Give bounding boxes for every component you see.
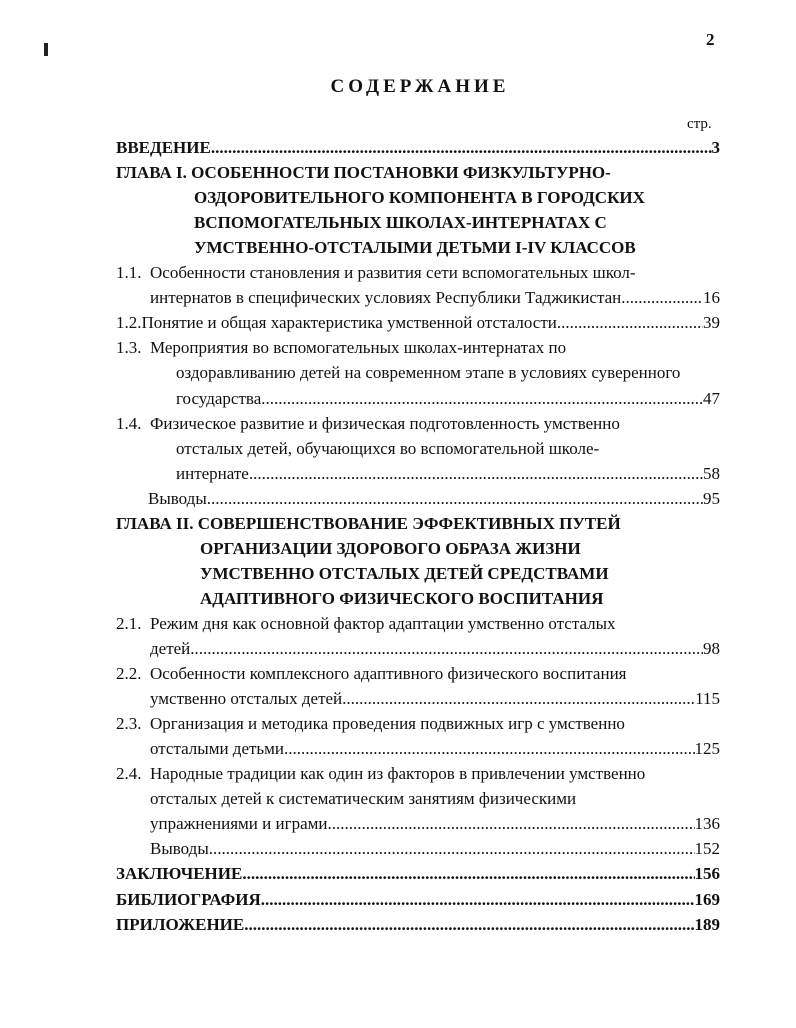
dot-leader (261, 888, 695, 912)
toc-entry-page: 16 (703, 288, 720, 308)
toc-entry-page: 95 (703, 488, 720, 508)
dot-leader (284, 737, 694, 761)
toc-entry-text: оздоравливанию детей на современном этапе в условиях суверенного (176, 363, 681, 383)
toc-entry-page: 98 (703, 639, 720, 658)
toc-entry-text: ГЛАВА I. ОСОБЕННОСТИ ПОСТАНОВКИ ФИЗКУЛЬТУРНО- (116, 163, 611, 183)
toc-entry-line (116, 412, 720, 436)
toc-entry-text: УМСТВЕННО ОТСТАЛЫХ ДЕТЕЙ СРЕДСТВАМИ (200, 563, 609, 583)
toc-entry-line (150, 687, 720, 711)
toc-entry-line (194, 186, 720, 210)
toc-entry-text: интернате (176, 463, 249, 483)
toc-entry-line (116, 712, 720, 736)
toc-entry-line (116, 612, 720, 636)
toc-entry-number: 2.2. (116, 664, 142, 684)
toc-entry-text: Организация и методика проведения подвижных игр с умственно (150, 714, 625, 734)
toc-entry-text: Особенности комплексного адаптивного физического воспитания (150, 664, 627, 684)
toc-entry-number: 2.4. (116, 764, 142, 784)
toc-entry-text: упражнениями и играми (150, 814, 328, 834)
toc-entry-page: 152 (694, 839, 720, 859)
toc-entry-text: ГЛАВА II. СОВЕРШЕНСТВОВАНИЕ ЭФФЕКТИВНЫХ ПУТЕЙ (116, 513, 621, 533)
toc-entry-line (116, 862, 720, 886)
toc-entry-page: 58 (703, 463, 720, 483)
scan-mark (44, 43, 48, 56)
toc-entry-text: государства (176, 388, 262, 408)
toc-entry-line (150, 787, 720, 811)
toc-entry-text: ВСПОМОГАТЕЛЬНЫХ ШКОЛАХ-ИНТЕРНАТАХ С (194, 213, 607, 233)
toc-entry-line (148, 487, 720, 511)
toc-entry-line (200, 562, 720, 586)
toc-entry-page: 156 (694, 864, 720, 884)
toc-entry-line (116, 261, 720, 285)
dot-leader (327, 812, 694, 836)
toc-entry-number: 1.3. (116, 338, 142, 358)
toc-entry-line (150, 837, 720, 861)
toc-entry-number: 1.4. (116, 413, 142, 433)
dot-leader (211, 136, 712, 160)
toc-entry-text: ВВЕДЕНИЕ (116, 138, 211, 157)
toc-entry-line (176, 387, 720, 411)
toc-entry-line (116, 136, 720, 160)
toc-entry-page: 125 (694, 739, 720, 759)
toc-entry-line (150, 812, 720, 836)
toc-entry-line (200, 587, 720, 611)
toc-entry-text: ОРГАНИЗАЦИИ ЗДОРОВОГО ОБРАЗА ЖИЗНИ (200, 538, 581, 558)
dot-leader (209, 837, 695, 861)
dot-leader (621, 286, 703, 310)
toc-entry-line (116, 762, 720, 786)
toc-entry-text: УМСТВЕННО-ОТСТАЛЫМИ ДЕТЬМИ I-IV КЛАССОВ (194, 238, 636, 258)
toc-entry-page: 189 (694, 914, 720, 934)
toc-entry-text: Режим дня как основной фактор адаптации умственно отсталых (150, 613, 616, 633)
toc-entry-line (116, 161, 720, 185)
toc-entry-page: 39 (703, 313, 720, 333)
dot-leader (249, 462, 703, 486)
toc-entry-line (150, 637, 720, 661)
toc-entry-text: детей (150, 639, 191, 658)
dot-leader (242, 862, 694, 886)
toc-entry-number: 1.1. (116, 263, 142, 283)
toc-entry-text: БИБЛИОГРАФИЯ (116, 889, 261, 909)
dot-leader (261, 387, 703, 411)
toc-entry-text: ПРИЛОЖЕНИЕ (116, 914, 245, 934)
dot-leader (190, 637, 703, 661)
toc-entry-number: 1.2. (116, 313, 142, 333)
toc-entry-page: 169 (694, 889, 720, 909)
toc-entry-line (176, 462, 720, 486)
toc-entry-page: 115 (695, 689, 720, 709)
toc-entry-text: Физическое развитие и физическая подготовленность умственно (150, 413, 620, 433)
dot-leader (342, 687, 695, 711)
toc-entry-text: интернатов в специфических условиях Республики Таджикистан (150, 288, 622, 308)
toc-entry-line (194, 211, 720, 235)
toc-entry-text: отсталых детей, обучающихся во вспомогательной школе- (176, 438, 600, 458)
dot-leader (244, 913, 694, 937)
toc-entry-line (194, 236, 720, 260)
toc-entry-text: Особенности становления и развития сети вспомогательных школ- (150, 263, 636, 283)
toc-entry-text: ОЗДОРОВИТЕЛЬНОГО КОМПОНЕНТА В ГОРОДСКИХ (194, 188, 645, 208)
toc-entry-text: Народные традиции как один из факторов в привлечении умственно (150, 764, 646, 784)
dot-leader (207, 487, 703, 511)
toc-entry-line (150, 286, 720, 310)
toc-entry-text: ЗАКЛЮЧЕНИЕ (116, 864, 243, 884)
toc-entry-line (116, 311, 720, 335)
dot-leader (557, 311, 703, 335)
toc-entry-text: Выводы (148, 488, 207, 508)
toc-entry-text: Выводы (150, 839, 209, 859)
page-column-label: стр. (687, 116, 712, 132)
toc-entry-text: умственно отсталых детей (150, 689, 343, 709)
toc-entry-line (116, 336, 720, 360)
toc-entry-text: АДАПТИВНОГО ФИЗИЧЕСКОГО ВОСПИТАНИЯ (200, 588, 604, 608)
toc-entry-line (150, 737, 720, 761)
toc-entry-text: отсталых детей к систематическим занятиям физическими (150, 789, 577, 809)
page-title: СОДЕРЖАНИЕ (330, 76, 510, 97)
toc-entry-line (200, 537, 720, 561)
toc-entry-line (116, 512, 720, 536)
toc-entry-text: Мероприятия во вспомогательных школах-интернатах по (150, 338, 567, 358)
toc-entry-line (176, 437, 720, 461)
toc-entry-text: отсталыми детьми (150, 739, 285, 759)
toc-entry-number: 2.3. (116, 714, 142, 734)
toc-entry-line (176, 361, 720, 385)
toc-entry-page: 47 (703, 388, 720, 408)
toc-entry-text: Понятие и общая характеристика умственной отсталости (141, 313, 557, 333)
toc-entry-page: 136 (694, 814, 720, 834)
toc-entry-line (116, 888, 720, 912)
toc-entry-line (116, 913, 720, 937)
toc-entry-number: 2.1. (116, 613, 142, 633)
toc-entry-page: 3 (711, 138, 720, 157)
page-number: 2 (706, 30, 715, 49)
toc-entry-line (116, 662, 720, 686)
